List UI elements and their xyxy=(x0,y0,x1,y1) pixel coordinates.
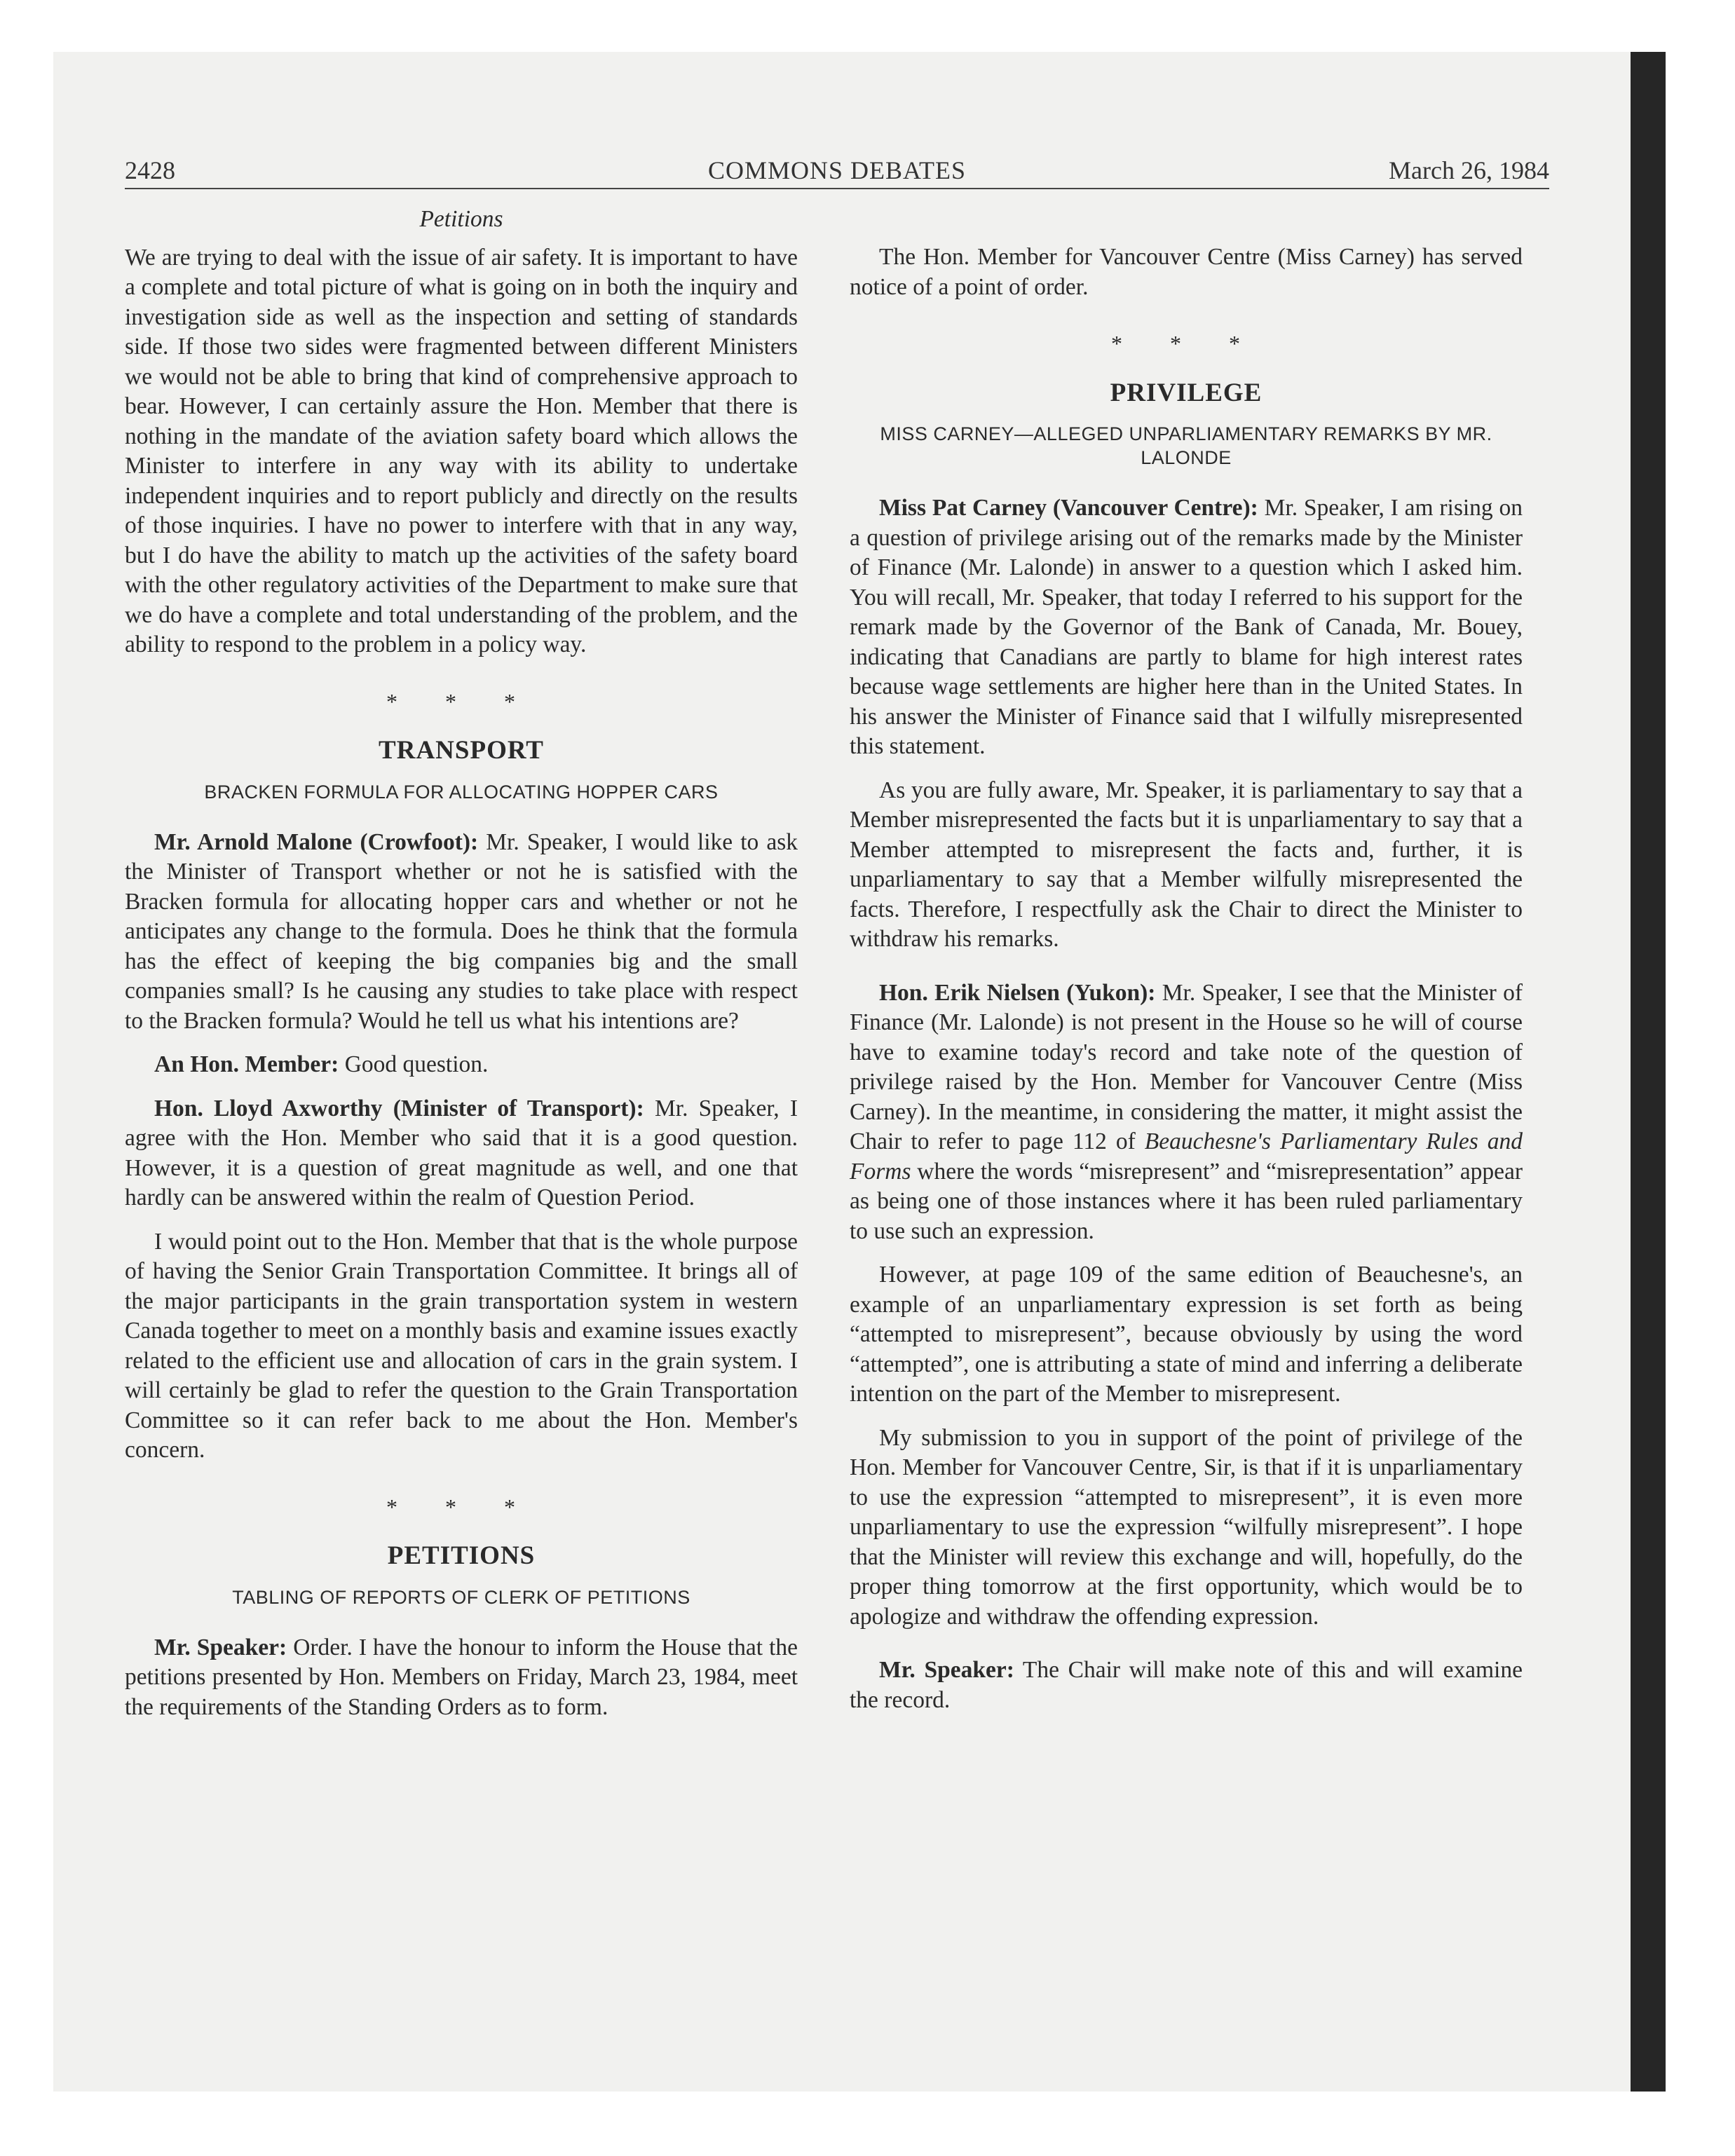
speech-nielsen xyxy=(850,978,1523,1247)
book-title: Beauchesne's Parliamentary Rules and Forms xyxy=(850,1128,1523,1185)
speech-axworthy xyxy=(125,1094,798,1213)
speech-text: Mr. Speaker, I see that the Minister of Finance (Mr. Lalonde) is not present in the House so he will of course have to examine today's record and take note of the question of privilege raised by the Hon. Member for Vancouver Centre (Miss Carney). In the meantime, in considering the matter, it might assist the Chair to refer to page 112 of xyxy=(850,979,1523,1154)
page-number: 2428 xyxy=(125,156,175,184)
speech-malone xyxy=(125,828,798,1037)
running-header xyxy=(125,156,1549,189)
speech-speaker xyxy=(850,1656,1523,1715)
paragraph: The Hon. Member for Vancouver Centre (Miss Carney) has served notice of a point of order. xyxy=(850,244,1523,300)
speaker-name: Hon. Lloyd Axworthy (Minister of Transport): xyxy=(154,1095,644,1121)
paragraph: I would point out to the Hon. Member that that is the whole purpose of having the Senior Grain Transportation Committee. It brings all of the major participants in the grain transportation system in western Canada together to meet on a monthly basis and examine issues exactly related to the efficient use and allocation of cars in the grain system. I will certainly be glad to refer the question to the Grain Transportation Committee so it can refer back to me about the Hon. Member's concern. xyxy=(125,1228,798,1463)
speech-text: Order. I have the honour to inform the House that the petitions presented by Hon. Members on Friday, March 23, 1984, meet the requirements of the Standing Orders as to form. xyxy=(125,1634,798,1720)
paragraph: As you are fully aware, Mr. Speaker, it is parliamentary to say that a Member misrepresented the facts but it is unparliamentary to say that a Member attempted to misrepresent the facts and, further, it is unparliamentary to say that a Member wilfully misrepresented the facts. Therefore, I respectfully ask the Chair to direct the Minister to withdraw his remarks. xyxy=(850,777,1523,952)
paragraph: However, at page 109 of the same edition of Beauchesne's, an example of an unparliamentary expression is set forth as being “attempted to misrepresent”, because obviously by using the word “attempted”, one is attributing a state of mind and inferring a deliberate intention on the part of the Member to misrepresent. xyxy=(850,1262,1523,1407)
speech-carney xyxy=(850,493,1523,762)
section-separator: * * * xyxy=(1111,331,1261,356)
section-subtitle: TABLING OF REPORTS OF CLERK OF PETITIONS xyxy=(232,1586,690,1608)
section-subtitle: MISS CARNEY—ALLEGED UNPARLIAMENTARY REMARKS BY MR. LALONDE xyxy=(880,423,1492,468)
speech-text: Mr. Speaker, I am rising on a question of privilege arising out of the remarks made by the Minister of Finance (Mr. Lalonde) in answer to a question which I asked him. You will recall, Mr. Speaker, that today I referred to his support for the remark made by the Governor of the Bank of Canada, Mr. Bouey, indicating that Canadians are partly to blame for high interest rates because wage settlements are higher here than in the United States. In his answer the Minister of Finance said that I wilfully misrepresented this statement. xyxy=(850,495,1523,759)
speech-text: Mr. Speaker, I would like to ask the Minister of Transport whether or not he is satisfied with the Bracken formula for allocating hopper cars and whether or not he anticipates any change to the formula. Does he think that the formula has the effect of keeping the big companies big and the small companies small? Is he causing any studies to take place with respect to the Bracken formula? Would he tell us what his intentions are? xyxy=(125,828,798,1034)
section-separator: * * * xyxy=(386,1494,536,1520)
section-title-petitions: PETITIONS xyxy=(387,1541,536,1570)
speaker-name: Miss Pat Carney (Vancouver Centre): xyxy=(879,495,1258,521)
speech-speaker xyxy=(125,1633,798,1723)
left-column xyxy=(125,205,798,1736)
speaker-name: Mr. Speaker: xyxy=(154,1634,287,1660)
paragraph: We are trying to deal with the issue of air safety. It is important to have a complete and total picture of what is going on in both the inquiry and investigation side as well as the inspection and setting of standards side. If those two sides were fragmented between different Ministers we would not be able to bring that kind of comprehensive approach to bear. However, I can certainly assure the Hon. Member that there is nothing in the mandate of the aviation safety board which allows the Minister to interfere in any way with its ability to undertake independent inquiries and to report publicly and directly on the results of those inquiries. I have no power to interfere with that in any way, but I do have the ability to match up the activities of the safety board with the other regulatory activities of the Department to make sure that we do have a complete and total understanding of the problem, and the ability to respond to the problem in a policy way. xyxy=(125,244,798,657)
speaker-name: Hon. Erik Nielsen (Yukon): xyxy=(879,979,1156,1006)
speaker-name: Mr. Arnold Malone (Crowfoot): xyxy=(154,828,479,855)
speaker-name: An Hon. Member: xyxy=(154,1051,339,1077)
section-title-privilege: PRIVILEGE xyxy=(1110,378,1263,407)
speech-member xyxy=(125,1050,798,1080)
section-separator: * * * xyxy=(386,688,536,714)
running-topic: Petitions xyxy=(419,206,503,232)
paragraph: My submission to you in support of the point of privilege of the Hon. Member for Vancouver Centre, Sir, is that if it is unparliamentary to use the expression “attempted to misrepresent”, it is even more unparliamentary to use the expression “wilfully misrepresent”. I hope that the Minister will review this exchange and will, hopefully, do the proper thing tomorrow at the first opportunity, which would be to apologize and withdraw the offending expression. xyxy=(850,1424,1523,1630)
speech-text: The Chair will make note of this and will examine the record. xyxy=(850,1657,1523,1713)
section-subtitle: BRACKEN FORMULA FOR ALLOCATING HOPPER CARS xyxy=(204,781,719,803)
issue-date: March 26, 1984 xyxy=(1389,156,1549,184)
speech-text: Good question. xyxy=(344,1051,489,1077)
section-title-transport: TRANSPORT xyxy=(379,736,544,765)
publication-title: COMMONS DEBATES xyxy=(707,156,967,184)
speaker-name: Mr. Speaker: xyxy=(879,1657,1014,1683)
right-column xyxy=(850,205,1523,1729)
scan-edge-shadow xyxy=(1631,52,1666,2092)
speech-text: Mr. Speaker, I agree with the Hon. Member who said that it is a good question. However, it is a question of great magnitude as well, and one that hardly can be answered within the realm of Question Period. xyxy=(125,1095,798,1210)
speech-text: where the words “misrepresent” and “misrepresentation” appear as being one of those instances where it has been ruled parliamentary to use such an expression. xyxy=(850,1158,1523,1244)
header-rule xyxy=(125,188,1549,189)
